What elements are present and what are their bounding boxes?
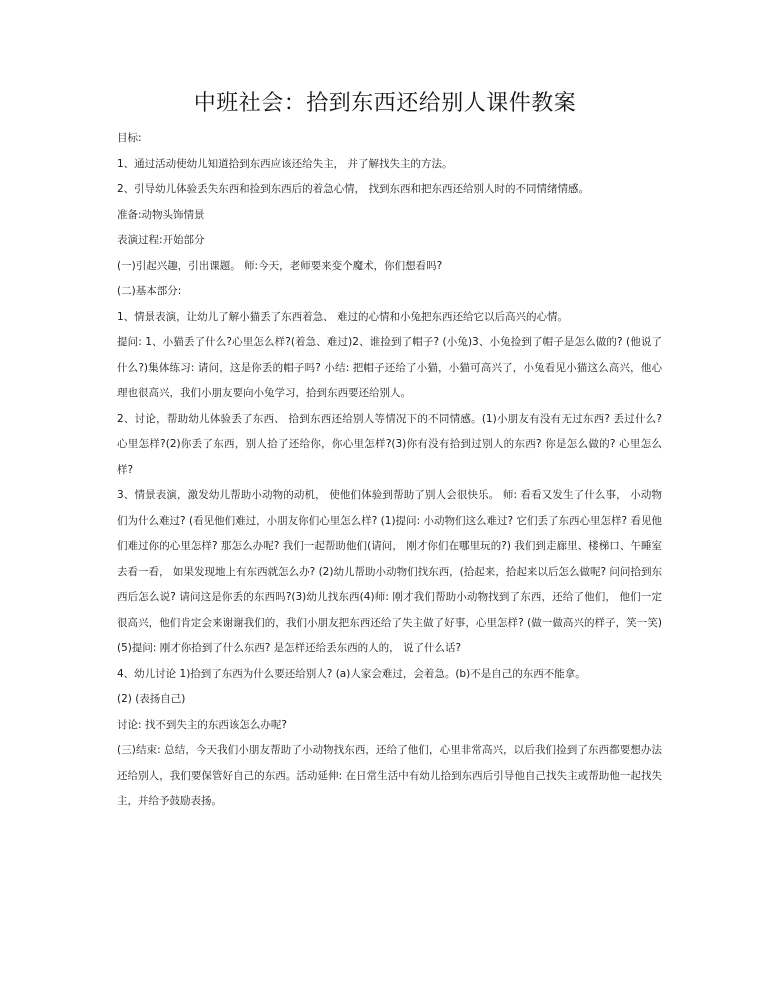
paragraph-goal-1: 1、通过活动使幼儿知道拾到东西应该还给失主， 并了解找失主的方法。 [117,157,453,170]
paragraph-goal-heading: 目标: [117,132,142,144]
paragraph-conclusion: (三)结束: 总结，今天我们小朋友帮助了小动物找东西，还给了他们，心里非常高兴，以后我们捡到了东西都要想办法还给别人，我们要保管好自己的东西。活动延伸: 在日常生活中有幼儿拾到东西后引导他自己找失主或帮助他一起找失主，并给予鼓励表扬。 [117,744,662,807]
paragraph-praise: (2) (表扬自己) [117,693,186,705]
paragraph-intro: (一)引起兴趣，引出课题。 师:今天，老师要来变个魔术，你们想看吗? [117,259,443,272]
paragraph-discussion-4: 4、幼儿讨论 1)拾到了东西为什么要还给别人? (a)人家会难过，会着急。(b)不是自己的东西不能拿。 [117,667,586,680]
paragraph-goal-2: 2、引导幼儿体验丢失东西和捡到东西后的着急心情， 找到东西和把东西还给别人时的不同情绪情感。 [117,183,590,195]
paragraph-basic-heading: (二)基本部分: [117,285,182,297]
paragraph-basic-1: 1、情景表演，让幼儿了解小猫丢了东西着急、 难过的心情和小兔把东西还给它以后高兴的心情。 [117,310,569,323]
paragraph-questions-1: 提问: 1、小猫丢了什么?心里怎么样?(着急、难过)2、谁捡到了帽子? (小兔)3、小兔捡到了帽子是怎么做的? (他说了什么?)集体练习: 请问，这是你丢的帽子吗? 小结: 把帽子还给了小猫，小猫可高兴了，小兔看见小猫这么高兴，他心理也很高兴，我们小朋友要向小兔学习，拾到东西要还给别人。 [117,336,662,399]
paragraph-process-start: 表演过程:开始部分 [117,234,205,246]
paragraph-preparation: 准备:动物头饰情景 [117,208,205,221]
paragraph-discussion-2: 2、讨论，帮助幼儿体验丢了东西、 拾到东西还给别人等情况下的不同情感。(1)小朋友有没有无过东西? 丢过什么? 心里怎样?(2)你丢了东西，别人拾了还给你，你心里怎样?(3)你有没有拾到过别人的东西? 你是怎么做的? 心里怎么样? [117,412,662,476]
paragraph-performance-3: 3、情景表演，激发幼儿帮助小动物的动机， 使他们体验到帮助了别人会很快乐。 师: 看看又发生了什么事， 小动物们为什么难过? (看见他们难过，小朋友你们心里怎么样? (1)提问: 小动物们这么难过? 它们丢了东西心里怎样? 看见他们难过你的心里怎样? 那怎么办呢? 我们一起帮助他们(请问， 刚才你们在哪里玩的?) 我们到走廊里、楼梯口、午睡室去看一看， 如果发现地上有东西就怎么办? (2)幼儿帮助小动物们找东西，(拾起来，拾起来以后怎么做呢? 问问拾到东西后怎么说? 请问这是你丢的东西吗?(3)幼儿找东西(4)师: 刚才我们帮助小动物找到了东西，还给了他们， 他们一定很高兴，他们肯定会来谢谢我们的，我们小朋友把东西还给了失主做了好事，心里怎样? (做一做高兴的样子，笑一笑)(5)提问: 刚才你拾到了什么东西? 是怎样还给丢东西的人的， 说了什么话? [117,489,662,654]
document-title: 中班社会：拾到东西还给别人课件教案 [193,91,577,116]
paragraph-discussion-lost: 讨论: 找不到失主的东西该怎么办呢? [117,718,287,731]
document-body [117,126,662,815]
